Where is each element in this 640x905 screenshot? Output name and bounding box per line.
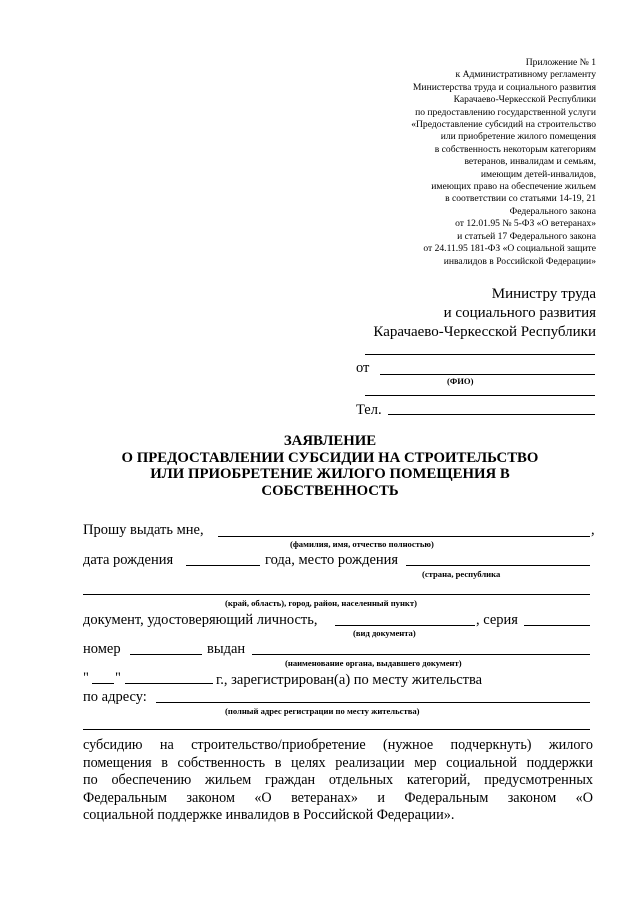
appendix-line: к Административному регламенту: [455, 69, 596, 81]
doc-type-caption: (вид документа): [353, 628, 416, 638]
paragraph-line: помещения в собственность в целях реализации мер социальной поддержки: [83, 754, 593, 771]
tel-label: Тел.: [356, 402, 382, 418]
document-label: документ, удостоверяющий личность,: [83, 612, 318, 628]
paragraph-line: по обеспечению жильем граждан отдельных категорий, предусмотренных: [83, 772, 593, 788]
issuer-caption: (наименование органа, выдавшего документ): [285, 658, 462, 668]
appendix-line: от 24.11.95 181-ФЗ «О социальной защите: [423, 243, 596, 255]
number-field[interactable]: [130, 654, 202, 655]
address-field[interactable]: [156, 702, 590, 703]
document-type-field[interactable]: [335, 625, 475, 626]
fullname-field[interactable]: [218, 536, 590, 537]
appendix-line: по предоставлению государственной услуги: [415, 106, 596, 118]
issued-label: выдан: [207, 641, 246, 657]
title-line: ИЛИ ПРИОБРЕТЕНИЕ ЖИЛОГО ПОМЕЩЕНИЯ В: [150, 466, 510, 483]
fullname-caption: (фамилия, имя, отчество полностью): [290, 539, 434, 549]
request-paragraph: [83, 737, 593, 825]
address-caption: (полный адрес регистрации по месту жительства): [225, 706, 420, 716]
addressee-line: и социального развития: [443, 305, 596, 321]
country-caption: (страна, республика: [422, 569, 501, 579]
birthplace-region-field[interactable]: [83, 594, 590, 595]
address-label: по адресу:: [83, 689, 147, 705]
request-label: Прошу выдать мне,: [83, 522, 204, 538]
from-label: от: [356, 360, 370, 376]
appendix-header: [266, 57, 596, 268]
appendix-line: имеющих право на обеспечение жильем: [431, 181, 596, 193]
sender-blank-line-2[interactable]: [365, 395, 595, 396]
document-title: [70, 433, 590, 499]
number-label: номер: [83, 641, 121, 657]
title-line: О ПРЕДОСТАВЛЕНИИ СУБСИДИИ НА СТРОИТЕЛЬСТВО: [121, 449, 539, 466]
series-field[interactable]: [524, 625, 590, 626]
quote-open: ": [83, 670, 89, 686]
paragraph-line: социальной поддержке инвалидов в Российской Федерации».: [83, 807, 455, 823]
issuer-field[interactable]: [252, 654, 590, 655]
region-caption: (край, область), город, район, населенный пункт): [225, 598, 417, 608]
appendix-line: ветеранов, инвалидам и семьям,: [464, 156, 596, 168]
appendix-line: или приобретение жилого помещения: [440, 131, 596, 143]
birth-date-field[interactable]: [186, 565, 260, 566]
appendix-line: Федерального закона: [509, 205, 596, 217]
sender-name-field[interactable]: [380, 374, 595, 375]
comma: ,: [591, 522, 595, 538]
title-line: ЗАЯВЛЕНИЕ: [283, 433, 377, 449]
birthplace-field[interactable]: [406, 565, 590, 566]
sender-blank-line-1[interactable]: [365, 354, 595, 355]
issue-day-field[interactable]: [92, 683, 114, 684]
appendix-line: Министерства труда и социального развития: [412, 81, 596, 93]
registered-label: г., зарегистрирован(а) по месту жительства: [216, 672, 483, 688]
addressee-line: Карачаево-Черкесской Республики: [373, 324, 596, 340]
series-label: , серия: [476, 612, 518, 628]
issue-month-year-field[interactable]: [125, 683, 213, 684]
appendix-line: «Предоставление субсидий на строительство: [411, 119, 596, 131]
appendix-line: от 12.01.95 № 5-ФЗ «О ветеранах»: [455, 218, 596, 230]
quote-close: ": [115, 670, 121, 686]
appendix-line: Приложение № 1: [525, 57, 596, 68]
appendix-line: и статьей 17 Федерального закона: [457, 230, 596, 242]
paragraph-line: Федеральным законом «О ветеранах» и Федеральным законом «О: [83, 789, 593, 806]
appendix-line: в собственность некоторым категориям: [434, 143, 596, 155]
appendix-line: Карачаево-Черкесской Республики: [453, 94, 596, 106]
appendix-line: в соответствии со статьями 14-19, 21: [445, 193, 596, 205]
year-place-label: года, место рождения: [265, 552, 399, 568]
appendix-line: имеющим детей-инвалидов,: [480, 168, 596, 180]
birth-date-label: дата рождения: [83, 552, 174, 568]
addressee-block: [266, 285, 596, 342]
title-line: СОБСТВЕННОСТЬ: [261, 482, 399, 499]
appendix-line: инвалидов в Российской Федерации»: [443, 255, 596, 267]
paragraph-line: субсидию на строительство/приобретение (нужное подчеркнуть) жилого: [83, 737, 593, 753]
phone-field[interactable]: [388, 414, 595, 415]
addressee-line: Министру труда: [491, 286, 596, 302]
fio-caption: (ФИО): [447, 376, 474, 386]
address-field-2[interactable]: [83, 729, 590, 730]
